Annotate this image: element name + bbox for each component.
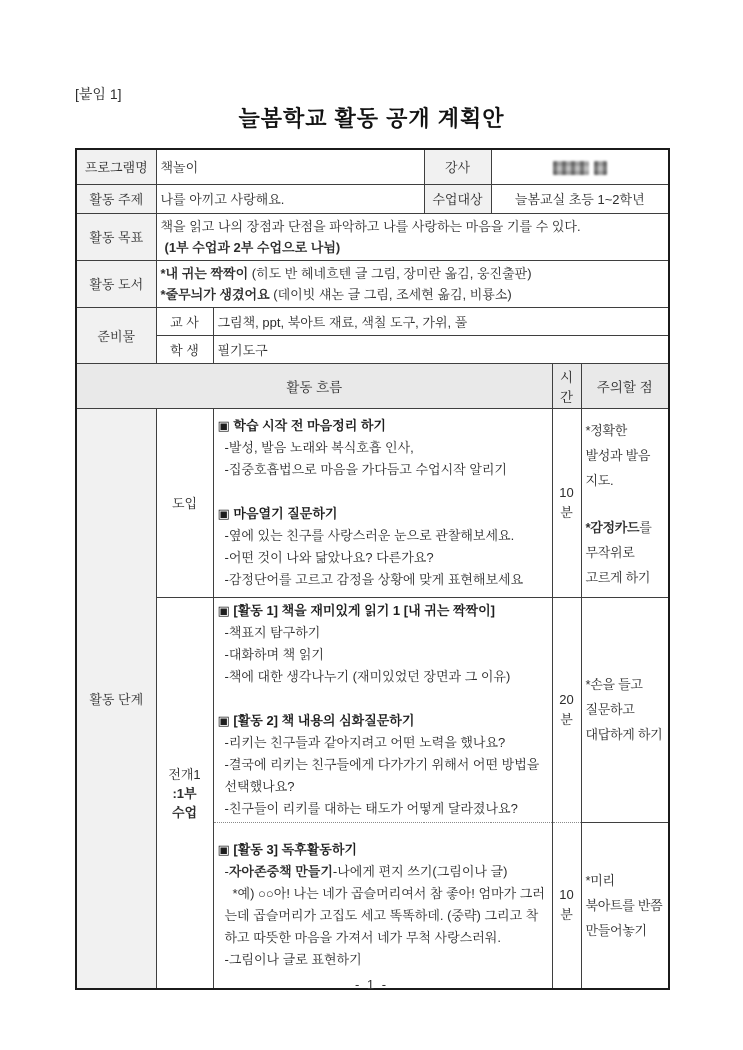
- activity2-heading: ▣ [활동 2] 책 내용의 심화질문하기: [217, 712, 415, 728]
- flow-header-row: [76, 363, 669, 408]
- spacer: [218, 481, 548, 503]
- dev2-content-cell: [213, 822, 552, 989]
- activity2-item: -친구들이 리키를 대하는 태도가 어떻게 달라졌나요?: [224, 800, 518, 816]
- time-header: 시간: [552, 363, 581, 408]
- dev-stage-label: 전개1 :1부 수업: [156, 597, 213, 989]
- dev1-content-cell: [213, 597, 552, 822]
- activity2-item: -리키는 친구들과 같아지려고 어떤 노력을 했나요?: [224, 734, 506, 750]
- dev1-note-cell: [581, 597, 669, 822]
- intro-item: -어떤 것이 나와 닮았나요? 다른가요?: [224, 549, 434, 565]
- intro-heading-1: ▣ 학습 시작 전 마음정리 하기: [217, 417, 386, 433]
- dev2-time-unit: 분: [560, 907, 573, 923]
- note-line: 만들어놓기: [585, 922, 647, 938]
- topic-value: 나를 아끼고 사랑해요.: [156, 184, 424, 213]
- materials-label: 준비물: [76, 307, 156, 363]
- activity1-item: -책에 대한 생각나누기 (재미있었던 장면과 그 이유): [224, 668, 511, 684]
- row-program: [76, 149, 669, 184]
- goal-label: 활동 목표: [76, 213, 156, 260]
- book-1: *내 귀는 짝짝이 (히도 반 헤네흐텐 글 그림, 장미란 옮김, 웅진출판): [160, 265, 532, 281]
- note-line: 북아트를 반쯤: [585, 897, 663, 913]
- activity2-item: -결국에 리키는 친구들에게 다가가기 위해서 어떤 방법을 선택했나요?: [224, 756, 540, 794]
- dev2-note-cell: [581, 822, 669, 989]
- note-line: *손을 들고: [585, 677, 643, 692]
- book-2: *줄무늬가 생겼어요 (데이빗 섀논 글 그림, 조세현 옮김, 비룡소): [160, 286, 512, 302]
- intro-item: -옆에 있는 친구를 사랑스러운 눈으로 관찰해보세요.: [224, 527, 515, 543]
- dev2-time-value: 10: [559, 887, 574, 903]
- row-dev1: [76, 597, 669, 822]
- note-line: 지도.: [585, 472, 614, 488]
- dev2-time-cell: [552, 822, 581, 989]
- activity1-item: -책표지 탐구하기: [224, 624, 321, 640]
- lesson-plan-table: [75, 148, 670, 990]
- materials-student-value: 필기도구: [213, 335, 669, 363]
- intro-item: -감정단어를 고르고 감정을 상황에 맞게 표현해보세요: [224, 571, 524, 587]
- goal-value: [156, 213, 669, 260]
- instructor-label: 강사: [424, 149, 491, 184]
- intro-heading-2: ▣ 마음열기 질문하기: [217, 505, 338, 521]
- page-title: 늘봄학교 활동 공개 계획안: [238, 106, 505, 131]
- program-label: 프로그램명: [76, 149, 156, 184]
- goal-line1: 책을 읽고 나의 장점과 단점을 파악하고 나를 사랑하는 마음을 기를 수 있다.: [160, 218, 581, 234]
- books-label: 활동 도서: [76, 260, 156, 307]
- topic-label: 활동 주제: [76, 184, 156, 213]
- dev1-time-unit: 분: [560, 711, 573, 727]
- row-books: [76, 260, 669, 307]
- activity3-example: *예) ○○아! 나는 네가 곱슬머리여서 참 좋아! 엄마가 그러는데 곱슬머리가 고집도 세고 똑똑하데. (중략) 그리고 착하고 따뜻한 마음을 가져서 네가 무척 사랑스러워.: [224, 886, 545, 946]
- instructor-name-redacted: [553, 161, 607, 175]
- note-line: 고르게 하기: [585, 569, 651, 585]
- intro-item: -발성, 발음 노래와 복식호흡 인사,: [224, 439, 414, 455]
- attachment-label: [붙임 1]: [75, 86, 122, 102]
- dev1-time-value: 20: [559, 691, 574, 707]
- note-line: 대답하게 하기: [585, 727, 663, 742]
- note-line: 질문하고: [585, 702, 635, 717]
- goal-line2: (1부 수업과 2부 수업으로 나뉨): [164, 239, 341, 255]
- note-line: *감정카드를: [585, 519, 652, 535]
- spacer: [586, 493, 665, 515]
- materials-teacher-label: 교 사: [156, 307, 213, 335]
- note-line: *정확한: [585, 422, 628, 438]
- note-line: *미리: [585, 872, 615, 888]
- instructor-value-cell: [491, 149, 669, 184]
- row-goal: [76, 213, 669, 260]
- note-line: 발성과 발음: [585, 447, 651, 463]
- row-intro: [76, 408, 669, 597]
- intro-time-value: 10: [559, 484, 574, 500]
- page-number: - 1 -: [354, 977, 389, 992]
- books-value: [156, 260, 669, 307]
- intro-item: -집중호흡법으로 마음을 가다듬고 수업시작 알리기: [224, 461, 507, 477]
- program-value: 책놀이: [156, 149, 424, 184]
- activity1-item: -대화하며 책 읽기: [224, 646, 324, 662]
- row-topic: [76, 184, 669, 213]
- row-materials-student: [76, 335, 669, 363]
- audience-label: 수업대상: [424, 184, 491, 213]
- materials-teacher-value: 그림책, ppt, 북아트 재료, 색칠 도구, 가위, 풀: [213, 307, 669, 335]
- note-header: 주의할 점: [581, 363, 669, 408]
- spacer: [218, 688, 548, 710]
- intro-time-unit: 분: [560, 504, 573, 520]
- row-materials-teacher: [76, 307, 669, 335]
- activity3-heading: ▣ [활동 3] 독후활동하기: [217, 842, 357, 858]
- intro-note-cell: [581, 408, 669, 597]
- activity1-heading: ▣ [활동 1] 책을 재미있게 읽기 1 [내 귀는 짝짝이]: [217, 602, 495, 618]
- audience-value: 늘봄교실 초등 1~2학년: [491, 184, 669, 213]
- stage-label: 활동 단계: [76, 408, 156, 989]
- activity3-item: -자아존중책 만들기-나에게 편지 쓰기(그림이나 글): [224, 864, 508, 880]
- materials-student-label: 학 생: [156, 335, 213, 363]
- flow-header: 활동 흐름: [76, 363, 552, 408]
- intro-time-cell: [552, 408, 581, 597]
- activity3-item: -그림이나 글로 표현하기: [224, 952, 362, 968]
- intro-content-cell: [213, 408, 552, 597]
- dev1-time-cell: [552, 597, 581, 822]
- intro-stage-label: 도입: [156, 408, 213, 597]
- note-line: 무작위로: [585, 544, 635, 560]
